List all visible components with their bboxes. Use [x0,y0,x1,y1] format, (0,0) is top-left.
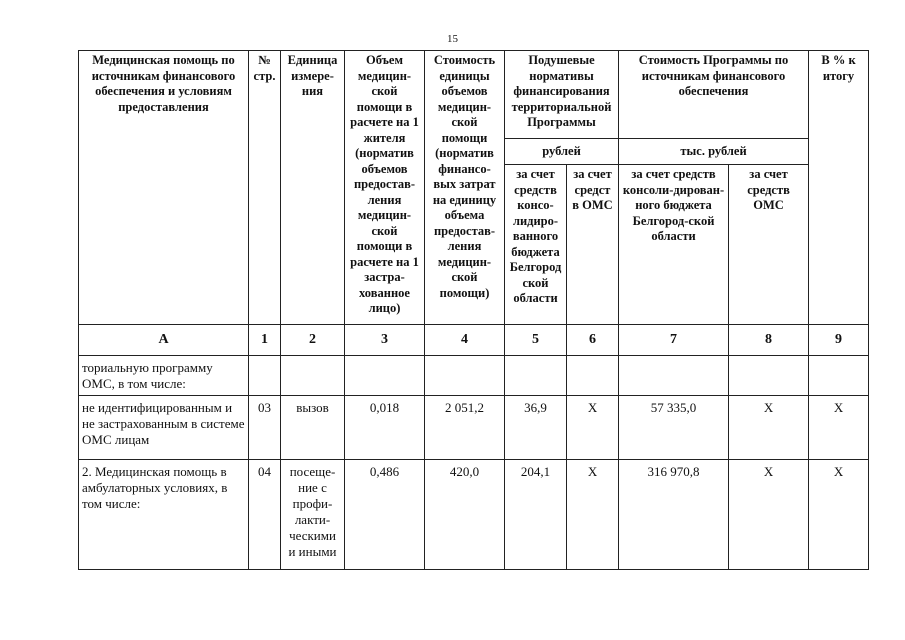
row-cost: 420,0 [425,460,505,570]
row-label: 2. Медицинская помощь в амбулаторных условиях, в том числе: [79,460,249,570]
row-percent: Х [809,460,869,570]
row-budget-cost: 316 970,8 [619,460,729,570]
row-num [249,356,281,396]
header-unit-thous: тыс. рублей [619,139,809,165]
header-col-cost: Стоимость единицы объемов медицин-ской помощи (норматив финансо-вых затрат на единицу объема предостав-ления медицин-ской помощи) [425,51,505,325]
header-col-program-cost: Стоимость Программы по источникам финансового обеспечения [619,51,809,139]
row-volume: 0,486 [345,460,425,570]
index-cell: 4 [425,325,505,356]
index-cell: 3 [345,325,425,356]
index-cell: 8 [729,325,809,356]
row-volume [345,356,425,396]
index-cell: 9 [809,325,869,356]
row-budget-cost [619,356,729,396]
row-oms-cost: Х [729,460,809,570]
row-oms-percapita: Х [567,460,619,570]
index-cell: 2 [281,325,345,356]
row-unit [281,356,345,396]
table-row [79,460,869,570]
row-unit: вызов [281,396,345,460]
header-col-unit: Единица измере-ния [281,51,345,325]
index-cell: 7 [619,325,729,356]
header-sub-budget-5: за счет средств консо-лидиро-ванного бюджета Белгород ской области [505,165,567,325]
row-label: не идентифицированным и не застрахованным в системе ОМС лицам [79,396,249,460]
header-col-volume: Объем медицин-ской помощи в расчете на 1 жителя (норматив объемов предостав-ления медицин-ской помощи в расчете на 1 застра-хованное лицо) [345,51,425,325]
row-label: ториальную программу ОМС, в том числе: [79,356,249,396]
index-row [79,325,869,356]
index-cell: 5 [505,325,567,356]
row-volume: 0,018 [345,396,425,460]
index-cell: А [79,325,249,356]
row-budget-percapita: 204,1 [505,460,567,570]
index-cell: 1 [249,325,281,356]
row-oms-percapita [567,356,619,396]
header-col-percent: В % к итогу [809,51,869,325]
header-sub-oms-8: за счет средств ОМС [729,165,809,325]
row-percent: Х [809,396,869,460]
index-cell: 6 [567,325,619,356]
row-percent [809,356,869,396]
header-sub-budget-7: за счет средств консоли-дирован-ного бюджета Белгород-ской области [619,165,729,325]
row-budget-percapita [505,356,567,396]
row-cost: 2 051,2 [425,396,505,460]
row-oms-percapita: Х [567,396,619,460]
row-budget-cost: 57 335,0 [619,396,729,460]
table-row [79,396,869,460]
page-number: 15 [447,33,458,45]
row-num: 04 [249,460,281,570]
row-unit: посеще-ние с профи-лакти-ческими и иными [281,460,345,570]
row-oms-cost: Х [729,396,809,460]
table-row [79,356,869,396]
row-cost [425,356,505,396]
header-unit-rub: рублей [505,139,619,165]
row-budget-percapita: 36,9 [505,396,567,460]
header-sub-oms-6: за счет средст в ОМС [567,165,619,325]
header-col-a: Медицинская помощь по источникам финансового обеспечения и условиям предоставления [79,51,249,325]
header-col-percapita: Подушевые нормативы финансирования территориальной Программы [505,51,619,139]
financing-table [78,50,869,570]
row-oms-cost [729,356,809,396]
row-num: 03 [249,396,281,460]
header-col-num: № стр. [249,51,281,325]
